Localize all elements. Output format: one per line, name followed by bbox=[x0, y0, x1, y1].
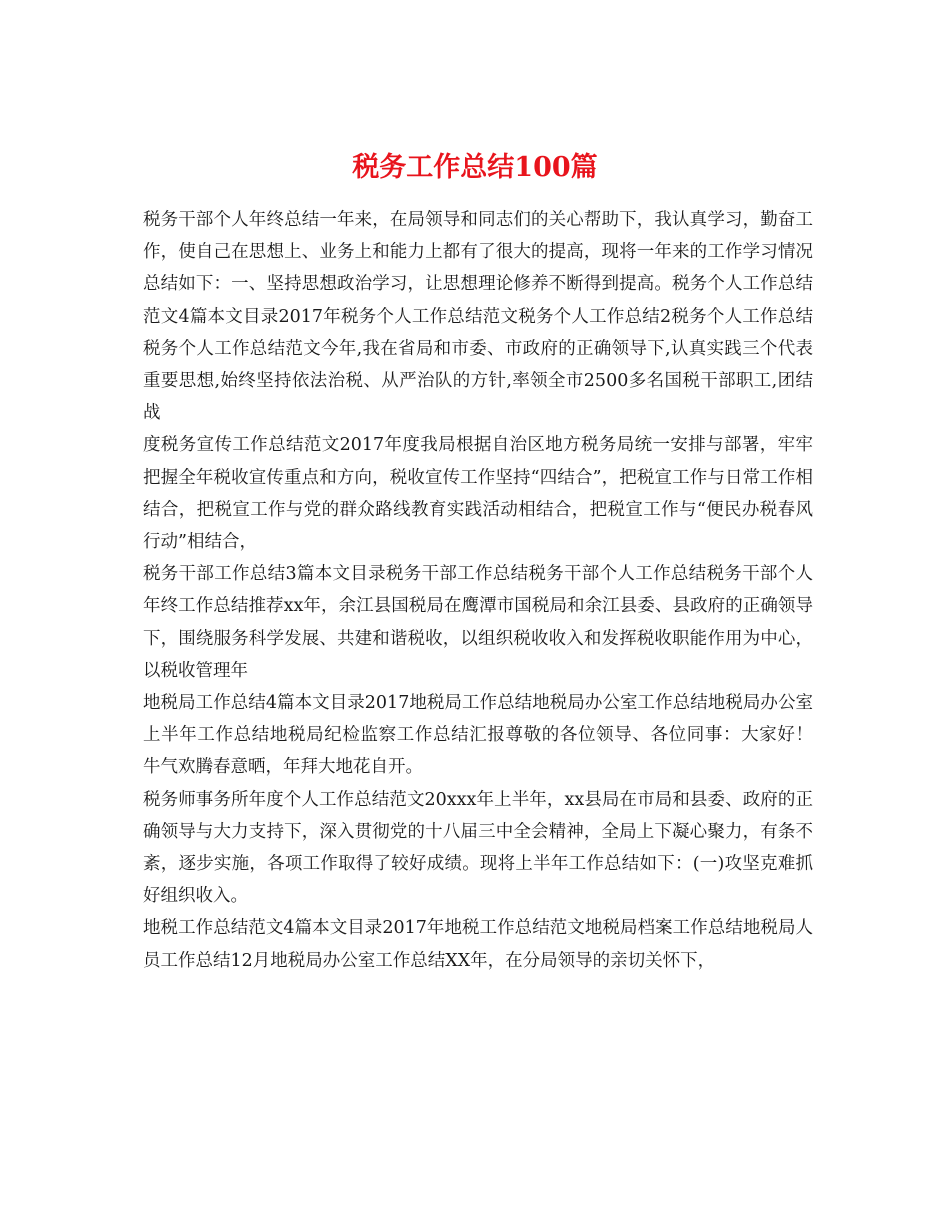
document-title: 税务工作总结100篇 bbox=[352, 152, 598, 184]
paragraph-5: 税务师事务所年度个人工作总结范文20xxx年上半年，xx县局在市局和县委、政府的正确领导与大力支持下，深入贯彻党的十八届三中全会精神，全局上下凝心聚力，有条不紊，逐步实施，各项工作取得了较好成绩。现将上半年工作总结如下：(一)攻坚克难抓好组织收入。 bbox=[143, 789, 813, 907]
paragraph-1: 税务干部个人年终总结一年来，在局领导和同志们的关心帮助下，我认真学习，勤奋工作，使自己在思想上、业务上和能力上都有了很大的提高，现将一年来的工作学习情况总结如下：一、坚持思想政治学习，让思想理论修养不断得到提高。税务个人工作总结范文4篇本文目录2017年税务个人工作总结范文税务个人工作总结2税务个人工作总结税务个人工作总结范文今年,我在省局和市委、市政府的正确领导下,认真实践三个代表重要思想,始终坚持依法治税、从严治队的方针,率领全市2500多名国税干部职工,团结战 bbox=[143, 210, 813, 424]
paragraph-6: 地税工作总结范文4篇本文目录2017年地税工作总结范文地税局档案工作总结地税局人员工作总结12月地税局办公室工作总结XX年，在分局领导的亲切关怀下， bbox=[143, 918, 813, 971]
paragraph-2: 度税务宣传工作总结范文2017年度我局根据自治区地方税务局统一安排与部署，牢牢把握全年税收宣传重点和方向，税收宣传工作坚持“四结合”，把税宣工作与日常工作相结合，把税宣工作与党的群众路线教育实践活动相结合，把税宣工作与“便民办税春风行动”相结合， bbox=[143, 435, 813, 553]
paragraph-3: 税务干部工作总结3篇本文目录税务干部工作总结税务干部个人工作总结税务干部个人年终工作总结推荐xx年，余江县国税局在鹰潭市国税局和余江县委、县政府的正确领导下，围绕服务科学发展、共建和谐税收，以组织税收收入和发挥税收职能作用为中心，以税收管理年 bbox=[143, 564, 813, 681]
document-body bbox=[143, 204, 813, 977]
paragraph-4: 地税局工作总结4篇本文目录2017地税局工作总结地税局办公室工作总结地税局办公室上半年工作总结地税局纪检监察工作总结汇报尊敬的各位领导、各位同事：大家好！ 牛气欢腾春意晒，年拜大地花自开。 bbox=[143, 693, 813, 778]
